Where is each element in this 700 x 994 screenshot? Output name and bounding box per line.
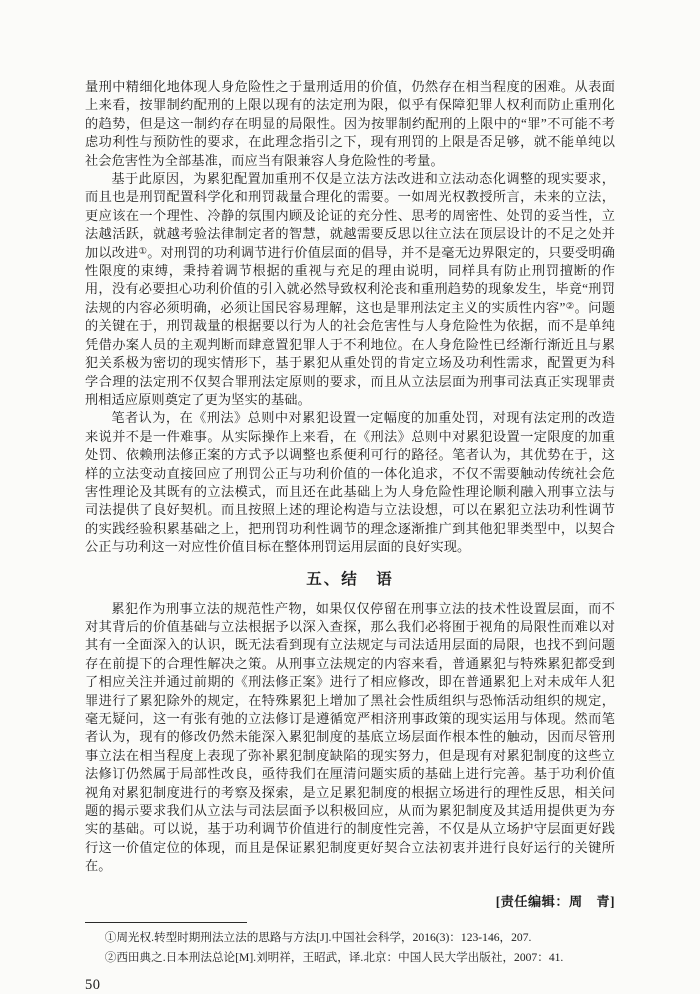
footnote-list [85,928,615,968]
footnote-separator [85,922,247,923]
footnote-ref: ① [138,246,148,257]
paragraph-text: 量刑中精细化地体现人身危险性之于量刑适用的价值，仍然存在相当程度的困难。从表面上来看，按罪制约配刑的上限以现有的法定刑为限，似乎有保障犯罪人权利而防止重刑化的趋势，但是这一制约存在明显的局限性。因为按罪制约配刑的上限中的“罪”不可能不考虑功利性与预防性的要求，在此理念指引之下，现有刑罚的上限是否足够，就不能单纯以社会危害性为全部基准，而应当有限兼容人身危险性的考量。 [85,79,615,168]
paragraph [85,78,615,170]
page-number: 50 [85,976,101,993]
article-body-conclusion [85,600,615,876]
footnote-ref: ② [565,301,575,312]
paragraph-text: 笔者认为，在《刑法》总则中对累犯设置一定幅度的加重处罚，对现有法定刑的改造来说并不是一件难事。从实际操作上来看，在《刑法》总则中对累犯设置一定限度的加重处罚、依赖刑法修正案的方式予以调整也系便利可行的路径。笔者认为，其优势在于，这样的立法变动直接回应了刑罚公正与功利价值的一体化追求，不仅不需要触动传统社会危害性理论及其既有的立法模式，而且还在此基础上为人身危险性理论顺利融入刑事立法与司法提供了良好契机。而且按照上述的理论构造与立法设想，可以在累犯立法功利性调节的实践经验积累基础之上，把刑罚功利性调节的理念逐渐推广到其他犯罪类型中，以契合公正与功利这一对应性价值目标在整体刑罚运用层面的良好实现。 [85,410,615,555]
footnote: ①周光权.转型时期刑法立法的思路与方法[J].中国社会科学，2016(3)：123-146，207. [104,930,532,944]
footnote: ②西田典之.日本刑法总论[M].刘明祥，王昭武，译.北京：中国人民大学出版社，2007：41. [104,950,564,964]
paragraph-text: 累犯作为刑事立法的规范性产物，如果仅仅停留在刑事立法的技术性设置层面，而不对其背后的价值基础与立法根据予以深入查探，那么我们必将囿于视角的局限性而难以对其有一全面深入的认识，既无法看到现有立法规定与司法适用层面的局限，也找不到问题存在前提下的合理性解决之策。从刑事立法规定的内容来看，普通累犯与特殊累犯都受到了相应关注并通过前期的《刑法修正案》进行了相应修改，即在普通累犯上对未成年人犯罪进行了累犯除外的规定，在特殊累犯上增加了黑社会性质组织与恐怖活动组织的规定，毫无疑问，这一有张有弛的立法修订是遵循宽严相济刑事政策的现实运用与体现。然而笔者认为，现有的修改仍然未能深入累犯制度的基底立场层面作根本性的触动，因而尽管刑事立法在相当程度上表现了弥补累犯制度缺陷的现实努力，但是现有对累犯制度的这些立法修订仍然属于局部性改良，亟待我们在厘清问题实质的基础上进行完善。基于功利价值视角对累犯制度进行的考察及探索，是立足累犯制度的根据立场进行的理性反思，相关问题的揭示要求我们从立法与司法层面予以积极回应，从而为累犯制度及其适用提供更为夯实的基础。可以说，基于功利调节价值进行的制度性完善，不仅是从立场护守层面更好践行这一价值定位的体现，而且是保证累犯制度更好契合立法初衷并进行良好运行的关键所在。 [85,600,615,874]
paragraph [85,170,615,409]
article-body-top [85,78,615,557]
editor-credit: [责任编辑：周 青] [495,893,615,909]
paragraph-text: 。对刑罚的功利调节进行价值层面的倡导，并不是毫无边界限定的，只要受明确性限度的束缚，秉持着调节根据的重视与充足的理由说明，同样具有防止刑罚擅断的作用，没有必要担心功利价值的引入就必然导致权利沦丧和重刑趋势的现象发生，毕竟“刑罚法规的内容必须明确，必须让国民容易理解，这也是罪刑法定主义的实质性内容” [85,244,615,315]
paragraph [85,600,615,876]
paragraph-text: 。问题的关键在于，刑罚裁量的根据要以行为人的社会危害性与人身危险性为依据，而不是单纯凭借办案人员的主观判断而肆意置犯罪人于不利地位。在人身危险性已经渐行渐近且与累犯关系极为密切的现实情形下，基于累犯从重处罚的肯定立场及功利性需求，配置更为科学合理的法定刑不仅契合罪刑法定原则的要求，而且从立法层面为刑事司法真正实现罪责刑相适应原则奠定了更为坚实的基础。 [85,299,615,407]
paragraph-text: 基于此原因，为累犯配置加重刑不仅是立法方法改进和立法动态化调整的现实要求，而且也是刑罚配置科学化和刑罚裁量合理化的需要。一如周光权教授所言，未来的立法，更应该在一个理性、冷静的氛围内顾及论证的充分性、思考的周密性、处罚的妥当性，立法越活跃，就越考验法律制定者的智慧，就越需要反思以往立法在顶层设计的不足之处并加以改进 [85,171,615,260]
section-heading: 五、结 语 [306,570,394,588]
paragraph [85,409,615,556]
